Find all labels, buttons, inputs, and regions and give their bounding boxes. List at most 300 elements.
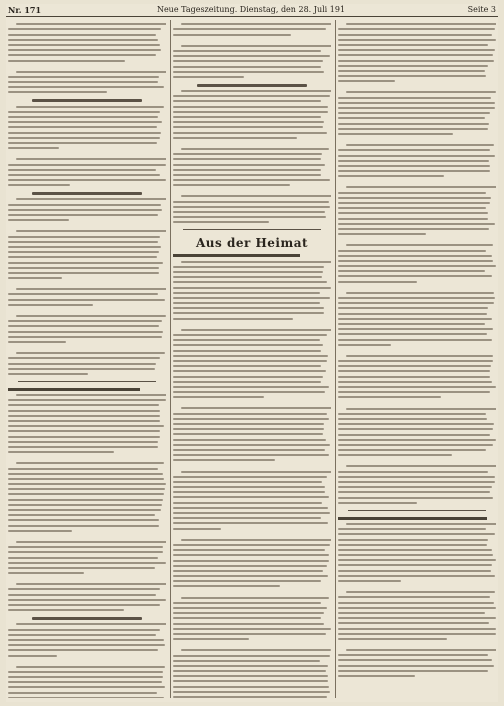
text-line [338, 34, 492, 36]
text-line [8, 246, 161, 248]
text-line [16, 288, 166, 290]
text-line [173, 334, 327, 336]
text-line [338, 607, 496, 609]
text-line [8, 473, 163, 475]
paragraph-gap [8, 62, 166, 68]
text-line [8, 34, 156, 36]
text-line [338, 102, 495, 104]
text-line [338, 633, 496, 635]
page-number: Seite 3 [467, 5, 496, 14]
text-line [8, 697, 164, 698]
text-line [173, 169, 321, 171]
text-line [338, 333, 487, 335]
text-line [8, 644, 165, 646]
paragraph-gap [173, 320, 331, 326]
bold-text-line [8, 388, 140, 391]
text-line [338, 622, 489, 624]
text-line [338, 39, 496, 41]
text-line [173, 612, 324, 614]
text-line [173, 100, 321, 102]
text-line [346, 23, 496, 25]
text-line [8, 681, 162, 683]
text-line [173, 370, 326, 372]
text-line [8, 28, 161, 30]
column-left [8, 20, 166, 698]
text-line [173, 560, 329, 562]
text-line [338, 428, 493, 430]
text-line [338, 270, 485, 272]
text-line [173, 433, 323, 435]
text-line [173, 66, 321, 68]
paragraph-gap [173, 640, 331, 646]
text-line [338, 60, 494, 62]
paragraph-gap [338, 82, 496, 88]
text-line [173, 680, 328, 682]
text-line [338, 675, 415, 677]
column-rule [335, 20, 336, 698]
text-line [173, 686, 329, 688]
bold-text-line [173, 254, 300, 257]
text-line [8, 81, 158, 83]
text-line [173, 360, 327, 362]
paragraph-gap [173, 461, 331, 467]
text-line [8, 493, 164, 495]
text-line [8, 546, 163, 548]
text-line [173, 522, 328, 524]
text-line [173, 106, 328, 108]
paragraph-gap [338, 346, 496, 352]
text-line [8, 272, 159, 274]
text-line [173, 60, 323, 62]
text-line [338, 192, 486, 194]
text-line [338, 175, 444, 177]
bold-text-line [338, 517, 487, 520]
text-line [8, 174, 160, 176]
text-line [181, 148, 329, 150]
text-line [8, 572, 84, 574]
text-line [181, 195, 331, 197]
text-line [8, 164, 166, 166]
text-line [173, 602, 321, 604]
text-line [8, 519, 159, 521]
column-right [338, 20, 496, 698]
text-line [16, 352, 165, 354]
text-line [338, 265, 496, 267]
text-line [8, 116, 158, 118]
text-line [16, 541, 166, 543]
text-line [181, 23, 331, 25]
text-line [8, 629, 160, 631]
text-line [8, 599, 166, 601]
text-line [173, 266, 324, 268]
text-line [16, 623, 166, 625]
text-line [8, 446, 158, 448]
text-line [338, 107, 495, 109]
text-line [346, 292, 494, 294]
text-line [173, 158, 321, 160]
text-line [173, 665, 328, 667]
text-line [338, 328, 493, 330]
text-line [8, 594, 156, 596]
text-line [173, 116, 321, 118]
text-line [8, 676, 163, 678]
paragraph-gap [338, 135, 496, 141]
text-line [8, 111, 160, 113]
text-line [338, 275, 492, 277]
subheading-line [32, 192, 143, 195]
paragraph-gap [173, 530, 331, 536]
text-line [338, 533, 495, 535]
text-line [173, 580, 321, 582]
text-line [8, 488, 165, 490]
text-line [16, 583, 166, 585]
text-line [338, 444, 493, 446]
text-line [8, 634, 156, 636]
text-line [173, 691, 330, 693]
masthead-title: Neue Tageszeitung. Dienstag, den 28. Juli 191 [156, 5, 346, 14]
text-line [8, 147, 59, 149]
text-line [173, 121, 324, 123]
text-line [8, 509, 161, 511]
text-line [173, 307, 324, 309]
text-line [8, 363, 156, 365]
text-line [173, 350, 321, 352]
subheading-line [32, 617, 143, 620]
column-rule [170, 20, 171, 698]
text-line [173, 570, 323, 572]
text-line [338, 323, 485, 325]
text-line [8, 671, 163, 673]
text-line [8, 44, 160, 46]
text-line [8, 204, 161, 206]
text-line [338, 418, 487, 420]
text-line [8, 425, 164, 427]
text-line [338, 160, 489, 162]
paragraph-gap [8, 657, 166, 663]
text-line [173, 391, 325, 393]
text-line [338, 313, 487, 315]
text-line [338, 391, 490, 393]
text-line [8, 649, 158, 651]
text-line [338, 554, 493, 556]
text-line [8, 567, 155, 569]
text-line [173, 660, 320, 662]
text-line [16, 315, 166, 317]
text-line [16, 106, 164, 108]
text-line [346, 408, 496, 410]
text-line [173, 318, 293, 320]
text-line [8, 126, 157, 128]
text-line [338, 559, 496, 561]
text-line [8, 219, 69, 221]
text-line [173, 633, 326, 635]
text-line [338, 123, 489, 125]
text-line [8, 420, 160, 422]
text-line [8, 404, 159, 406]
text-line [8, 655, 57, 657]
text-line [338, 218, 488, 220]
text-line [16, 158, 166, 160]
text-line [173, 423, 324, 425]
text-line [338, 360, 493, 362]
text-line [173, 71, 324, 73]
text-line [173, 365, 321, 367]
text-line [181, 261, 331, 263]
text-line [173, 28, 326, 30]
text-line [173, 381, 321, 383]
page-header [6, 4, 498, 17]
text-line [8, 299, 165, 301]
text-line [173, 655, 330, 657]
text-line [338, 250, 486, 252]
text-line [338, 544, 487, 546]
text-line [8, 184, 70, 186]
text-line [8, 49, 161, 51]
text-line [346, 649, 496, 651]
text-line [338, 612, 485, 614]
text-line [8, 169, 156, 171]
text-line [8, 530, 72, 532]
text-line [338, 212, 488, 214]
text-line [181, 90, 331, 92]
text-line [173, 221, 269, 223]
text-line [338, 528, 486, 530]
paragraph-gap [173, 587, 331, 593]
text-line [173, 607, 327, 609]
text-line [338, 617, 496, 619]
text-line [16, 394, 166, 396]
text-line [338, 165, 490, 167]
text-line [8, 277, 62, 279]
text-line [346, 355, 493, 357]
text-line [338, 365, 491, 367]
text-line [338, 476, 495, 478]
paragraph-gap [173, 398, 331, 404]
text-line [338, 255, 492, 257]
text-line [338, 665, 494, 667]
text-line [8, 256, 157, 258]
text-line [8, 357, 160, 359]
text-line [181, 649, 331, 651]
text-line [181, 329, 331, 331]
column-middle [173, 20, 331, 698]
text-line [338, 117, 485, 119]
text-line [8, 251, 159, 253]
text-line [173, 565, 327, 567]
text-line [173, 179, 330, 181]
text-line [338, 580, 401, 582]
text-line [338, 223, 495, 225]
text-line [173, 444, 330, 446]
text-line [8, 639, 164, 641]
text-line [173, 312, 324, 314]
text-line [338, 413, 486, 415]
text-line [173, 696, 327, 698]
text-line [8, 341, 66, 343]
text-line [173, 76, 244, 78]
paragraph-gap [338, 235, 496, 241]
text-line [338, 434, 490, 436]
text-line [338, 381, 492, 383]
text-line [8, 483, 166, 485]
paragraph-gap [173, 186, 331, 192]
text-line [346, 244, 493, 246]
text-line [338, 344, 391, 346]
text-line [338, 497, 493, 499]
text-line [338, 65, 488, 67]
text-line [8, 214, 158, 216]
text-line [8, 331, 163, 333]
text-line [338, 307, 488, 309]
text-line [173, 396, 264, 398]
text-line [173, 184, 290, 186]
text-line [338, 539, 488, 541]
newspaper-page [6, 4, 498, 702]
text-line [346, 186, 496, 188]
text-line [338, 202, 490, 204]
text-line [173, 418, 329, 420]
text-line [173, 55, 330, 57]
text-line [16, 23, 166, 25]
paragraph-gap [8, 343, 166, 349]
text-line [173, 628, 331, 630]
text-line [173, 544, 330, 546]
section-divider [348, 510, 486, 511]
text-line [8, 121, 162, 123]
text-line [8, 86, 164, 88]
text-line [8, 562, 166, 564]
text-line [8, 525, 159, 527]
text-line [173, 502, 322, 504]
text-line [8, 373, 88, 375]
text-line [173, 153, 322, 155]
text-line [338, 281, 417, 283]
text-line [338, 170, 490, 172]
section-title: Aus der Heimat [195, 236, 309, 251]
text-line [8, 304, 93, 306]
text-line [8, 293, 158, 295]
text-line [173, 126, 323, 128]
text-line [173, 496, 329, 498]
text-line [8, 142, 157, 144]
text-line [8, 399, 166, 401]
text-line [338, 596, 490, 598]
text-line [338, 207, 486, 209]
text-line [16, 198, 166, 200]
text-line [338, 491, 490, 493]
text-line [8, 132, 161, 134]
text-line [173, 137, 297, 139]
text-line [173, 549, 325, 551]
text-line [173, 481, 322, 483]
text-line [338, 44, 488, 46]
text-line [173, 292, 320, 294]
text-line [8, 478, 164, 480]
text-line [338, 386, 496, 388]
paragraph-gap [8, 453, 166, 459]
text-line [8, 551, 163, 553]
text-line [8, 410, 160, 412]
text-line [8, 430, 160, 432]
paragraph-gap [173, 139, 331, 145]
text-line [338, 149, 490, 151]
text-line [173, 459, 275, 461]
text-line [8, 504, 162, 506]
text-line [338, 128, 488, 130]
text-line [173, 271, 323, 273]
text-line [338, 233, 426, 235]
text-line [173, 344, 323, 346]
text-line [8, 686, 165, 688]
text-line [338, 97, 491, 99]
text-line [16, 462, 164, 464]
text-line [338, 155, 495, 157]
text-line [338, 638, 447, 640]
text-line [338, 70, 485, 72]
text-line [338, 260, 493, 262]
issue-number: Nr. 171 [8, 5, 42, 15]
text-line [173, 486, 325, 488]
text-line [8, 262, 163, 264]
text-line [8, 179, 166, 181]
text-line [173, 507, 328, 509]
text-line [8, 60, 125, 62]
text-line [8, 415, 160, 417]
text-line [8, 39, 158, 41]
text-line [8, 76, 159, 78]
text-line [173, 206, 330, 208]
text-line [173, 302, 320, 304]
text-line [173, 287, 331, 289]
paragraph-gap [338, 283, 496, 289]
text-line [338, 481, 495, 483]
text-line [173, 617, 321, 619]
text-line [338, 297, 495, 299]
text-line [338, 133, 453, 135]
text-line [8, 320, 162, 322]
text-line [338, 486, 492, 488]
text-line [8, 236, 160, 238]
text-line [338, 502, 417, 504]
text-line [338, 454, 452, 456]
text-line [338, 197, 491, 199]
paragraph-gap [338, 582, 496, 588]
text-line [173, 575, 328, 577]
text-line [173, 670, 326, 672]
text-line [173, 276, 322, 278]
text-line [173, 554, 329, 556]
text-line [173, 281, 327, 283]
text-line [173, 517, 321, 519]
text-line [16, 666, 165, 668]
text-line [8, 557, 158, 559]
text-line [181, 471, 331, 473]
text-line [338, 449, 486, 451]
text-line [173, 50, 321, 52]
paragraph-gap [338, 640, 496, 646]
subheading-line [32, 99, 143, 102]
text-line [338, 628, 496, 630]
paragraph-gap [8, 574, 166, 580]
text-line [173, 95, 330, 97]
text-line [338, 318, 492, 320]
paragraph-gap [338, 456, 496, 462]
text-line [173, 386, 329, 388]
text-line [181, 45, 331, 47]
text-line [338, 575, 495, 577]
text-line [8, 436, 160, 438]
text-line [173, 216, 326, 218]
